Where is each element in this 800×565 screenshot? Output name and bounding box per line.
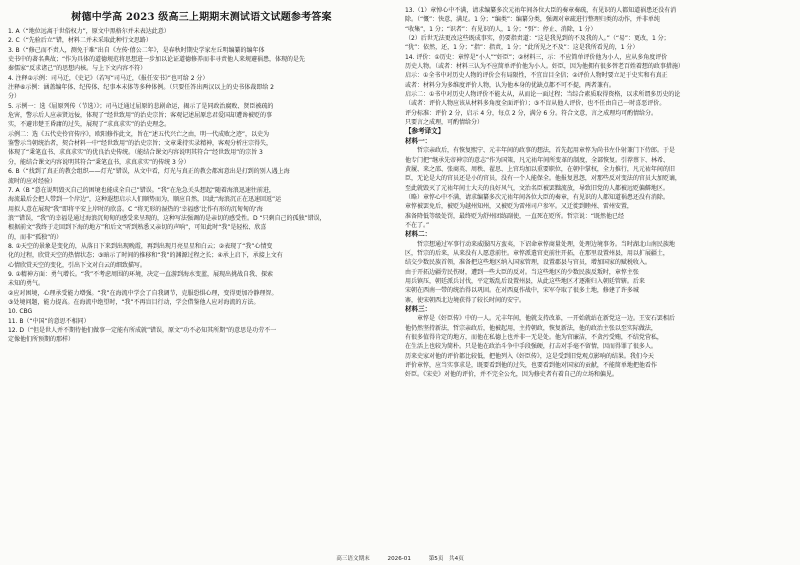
text-line: 2. C（“先验后立”错，材料二并未采取此种行文思路） xyxy=(8,37,152,45)
text-line: 黄履、来之邵、张商英、周秩、翟思、上官均加以重要职位，在朝中掌权，全力推行，凡元祐年间的旧 xyxy=(405,165,675,173)
text-line: 结交少数民族首领，准备把这些地区纳入国家管理，设置郡县与官员，增加国家的赋税收入。 xyxy=(405,259,651,267)
text-line: 化的过程，欣赏天空的热情状态；③暗示了时间的推移和“我”的渊源过程之长；④承上启下，承接上文有 xyxy=(8,252,283,260)
footer-date: 2026-01 xyxy=(387,556,411,562)
text-line: 鉴警示当朝统治者，契合材料一中“经世致用”的治史宗旨；文章秉持实录精神，客观分析庄宗得失， xyxy=(8,140,273,148)
text-line: 流时的应对经验） xyxy=(8,177,56,185)
text-line: 1. A（“地位远离于世俗权力”，原文中黑格尔并未表达此意） xyxy=(8,28,170,35)
document-title: 树德中学高 2023 级高三上期期末测试语文试题参考答案 xyxy=(71,12,332,23)
text-line: 秦儒家“反求诸己”的思想内核。与上下文内容不符） xyxy=(8,65,147,73)
text-line: 6. B（“找到了真正的教会组织——灯光”错误，从文中看，灯光与真正的教会都寓意出是打到的别人遇上海 xyxy=(8,168,290,176)
text-line: 7. A（B “意在说明毁灭自己的困境也能成全自己”错误。“我”在危急关头想起“随着海浪迅速往前进， xyxy=(8,186,275,194)
footer-page-number: 第5页 共4页 xyxy=(428,556,464,562)
text-line: 注释⑥示例：涵盖编年体、纪传体、纪事本末体等多种体例。（只要任答出两汉以上的史书体裁即给 2 xyxy=(8,84,274,92)
text-line: 准备降低等级处罚，最终贬为舒州团练副使，一直死在贬所。哲宗说：“既然他已经 xyxy=(405,212,624,220)
text-line: “收集”，1 分；“识者”：有见识的人，1 分；“弭”：停止、消除，1 分） xyxy=(405,25,597,33)
text-line: 他仍然坚持新法，哲宗亲政后，他被起用，主持朝政，恢复新法，他的政治主张以至实际做法， xyxy=(405,324,657,332)
text-line: 根据前文“我终于走回到下海的地方”和后文“听到熟悉又亲切的声响”，可知此时“我”是轻松、欣喜 xyxy=(8,224,267,232)
text-line: 不在了。” xyxy=(405,221,430,229)
left-column xyxy=(8,6,395,551)
text-line: 定像他们所预期的那样） xyxy=(8,336,74,344)
text-line: 材料三： xyxy=(405,305,432,313)
text-line: 5. 示例一：选《屈原列传（节选）》；司马迁通过屈原的悲剧命运，揭示了是同政治腐败、贤臣被疏的 xyxy=(8,102,274,110)
text-line: （2）后世无法更改这些既成事实，仍要指责道：“这是我见到的不及我的人。”（“易”：更改，1 分； xyxy=(405,35,670,43)
text-line: 未知的勇气。 xyxy=(8,280,44,288)
text-line: 在生活上也较为简朴。只是他在政治斗争中手段强硬，打击对手毫不留情，因而得罪了很多人。 xyxy=(405,343,657,351)
text-line: 用拟人意在展现“我”即将平安上岸时的欣喜。C “将无形的湿热的‘幸福感’比作有形的沉甸甸的‘海 xyxy=(8,205,263,213)
text-line: 实，不避讳楚王昏庸的过失，展现了“求真求实”的治史理念。 xyxy=(8,121,171,129)
text-line: 心情欣赏天空的变化，引出下文对白云的细致描写。 xyxy=(8,261,146,269)
text-line: 只要言之成理，可酌情给分） xyxy=(405,119,483,127)
text-line: 评分标准：评价 2 分，启示 4 分，每点 2 分，满分 6 分。符合文意，言之成理均可酌情给分。 xyxy=(405,109,658,117)
text-line: 除。（“慨”：快意，满足。1 分；“编类”：编纂分类，强调对章疏进行整理归类的动作，并非单纯 xyxy=(405,16,660,24)
text-line: 启示二：①书中对历史人物评价不能太从，从而论一面过程；当综合素质取得资格，以求所谓多历史的论 xyxy=(405,91,681,99)
text-line: 史书中的著名典故；“作为具体的道德规范将思想进一步加以论证道德修养而非寻责他人来规避祸患，体现的是先 xyxy=(8,56,305,64)
text-line: 奸臣。《宋史》对他的评价，并不完全公允，因为修史者有着自己的立场和偏见。 xyxy=(405,371,618,379)
text-line: 分） xyxy=(8,93,20,101)
text-line: 评价章惇，应当实事求是，既要看到他的过失，也要看到他对国家的贡献，不能简单地把他看作 xyxy=(405,362,657,370)
text-line: 材料一： xyxy=(405,136,432,145)
text-line: 3. B（“修己而不责人，测免于难”出自《左传·僖公二年》，是春秋时期史学家左丘明编纂的编年体 xyxy=(8,46,265,54)
text-line: 宋朝在西南一带的统治得以巩固。在对西夏作战中，宋军夺取了很多土地，修建了许多城 xyxy=(405,287,639,295)
left-text-block xyxy=(8,27,395,345)
text-line: （略）章惇心中不满，请求编纂多次元祐年间各位大臣的奏章，有见识的人都知道祸患还没有消除。 xyxy=(405,193,669,201)
text-line: 14. 评价：①历史：章惇是“小人”“奸臣”；②材料三，示：不应简单评价他为小人，应从多角度评价 xyxy=(405,53,668,61)
text-line: 至此就毁灭了元祐年间士大夫的良好风气，文治名臣被罢黜流放，导致旧党的人都被远贬偏僻地区。 xyxy=(405,184,669,192)
text-line: 哲宗想通过军事行动来威服四方蛮夷，下诏命章惇商量处理，处理边境事务。当时湖北山南民族地 xyxy=(417,240,675,248)
text-line: “犹”：依然，还，1 分；“指”：指责，1 分；“此所见之不及”：这是我所看见的，1 分） xyxy=(405,44,639,52)
text-line: 或者：材料分为多维度评价人物，认为他本身的优缺点都不可不提，两者兼有。 xyxy=(405,81,615,89)
text-line: ③处境问题，能力提高。在海流中绝望时，“我”不再盲目行动，学会借鉴他人应对海流的方法。 xyxy=(8,298,260,306)
text-line: 臣，无论是大的官员还是小的官员，没有一个人能保全。他报复恩怨，对那些反对变法的官员大加贬谪， xyxy=(405,175,681,183)
text-line: 历史人物。（或者：材料三认为不应简单评价他为小人。奸臣，因为他拥有很多替老百姓着想的政事措施） xyxy=(405,63,684,71)
text-line: 区，哲宗的后来，从来没有人愿意前往。章惇派遣官吏前往开拓，在那里设置州县，用以扩展疆土， xyxy=(405,249,669,257)
footer-subject: 高三语文期末 xyxy=(336,556,370,562)
right-column xyxy=(405,6,792,551)
text-line: 12. D（“但是世人并不期待他们做事一定能有所成就”错误，原文“功不必知其所期”的意思是功劳不一 xyxy=(8,327,277,334)
right-text-block xyxy=(405,6,792,380)
text-line: 哲宗亲政后，有恢复熙宁、元丰年间的政事的想法，首先起用章惇为尚书左仆射兼门下侍郎。于是 xyxy=(417,147,675,155)
text-line: 启示：①全书中对历史人物的评价会有局限性，不宜盲目全信；②评价人物时要立足于史实和有真正 xyxy=(405,72,668,80)
text-line: 由于开拓边疆劳民伤财，遭到一些大臣的反对。当这些地区的少数民族反叛时，章惇主张 xyxy=(405,268,639,276)
text-line: 9. ①精神方面：勇气增长。“我”不考虑周围的环境，决定一直游到海水变蓝，展现出挑战自我、探索 xyxy=(8,270,273,278)
text-line: 材料二： xyxy=(405,230,432,239)
text-line: 历来史家对他的评价都比较低，把他列入《奸臣传》，这是受到旧党观点影响的结果。我们今天 xyxy=(405,352,654,360)
text-line: （或者：评价人物应该从材料多角度全面评价）；③不盲从他人评价，也不任由自己一时喜恶评价。 xyxy=(405,100,666,108)
text-line: 体现了“秉笔直书、求真求实”的优良治史传统。（能结合课文内容说明其符合“经世致用”的宗旨 3 xyxy=(8,149,263,157)
text-line: 寨，使宋朝西北边境获得了较长时间的安宁。 xyxy=(405,296,525,304)
text-line: 分，能结合课文内容说明其符合“秉笔直书，求真求实”的传统 3 分） xyxy=(8,158,190,166)
text-line: 章惇被罢免后，被贬为越州知州，又被贬为雷州司户参军。又迁徙到睦州、雷州安置， xyxy=(405,203,633,211)
text-line: 有很多值得肯定的地方，而他在私德上也并非一无是处。他为官廉洁，不贪污受贿，不结党营私， xyxy=(405,334,663,342)
page-footer xyxy=(0,554,800,562)
text-line: 11. B（“中国”的意思不相同） xyxy=(8,317,90,325)
text-line: 【参考译文】 xyxy=(405,127,445,136)
text-line: 浪’”错误，“我”的幸福是通过海浪沉甸甸的感受来呈现的，这种写法强调的是亲切的感受性。D “只剩自己的孤独”错误， xyxy=(8,214,326,222)
text-line: 4. 注释②示例：司马迁，《史记》（若写“司马迁，《报任安书》”也可给 2 分） xyxy=(8,74,209,82)
text-line: 示例二：选《五代史伶官传序》，欧阳修作此文，旨在“述五代兴亡之由，明一代成败之迹”，以史为 xyxy=(8,130,270,138)
text-line: 8. ①天空的景象是变化的，从落日下来到出现晚霞，再到出现月亮星星和白云；②表现了“我”心情变 xyxy=(8,242,273,250)
text-line: 10. CBG xyxy=(8,308,33,316)
text-line: 海流最后会把人带到一个岸边”，这种遐想启示人们顺势而为，顺应自然，因此“海浪沉正在迅速回返”运 xyxy=(8,196,282,204)
text-line: 他专门把“继承先帝神宗的意志”作为国策，凡元祐年间所变革的制度，全部恢复。引荐蔡卞、林希、 xyxy=(405,156,670,164)
text-line: ②应对困境，心理承受能力增强。“我”在海流中学会了自我调节，克服恐惧心理，变得更加冷静理智。 xyxy=(8,289,278,297)
text-line: 的，而非“孤独”的） xyxy=(8,233,63,241)
text-line: 章惇是《奸臣传》中的一人。元丰年间，他就支持改革，一开始就站在新党这一边。王安石罢相后 xyxy=(417,315,675,323)
text-line: 危害，警示后人应亲贤远佞，体现了“经世致用”的治史宗旨；客观记述屈原忠君爱国却遭谗被贬的事 xyxy=(8,112,273,120)
text-line: 用兵镇压，朝廷派兵讨伐，平定叛乱后设置州县，从此这些地区才逐渐归入朝廷管辖。后来 xyxy=(405,277,645,285)
text-line: 13.（1）章悼心中不满，请求编纂多次元祐年间各位大臣的奏章奏疏，有见识的人都知道祸患还没有消 xyxy=(405,7,677,14)
